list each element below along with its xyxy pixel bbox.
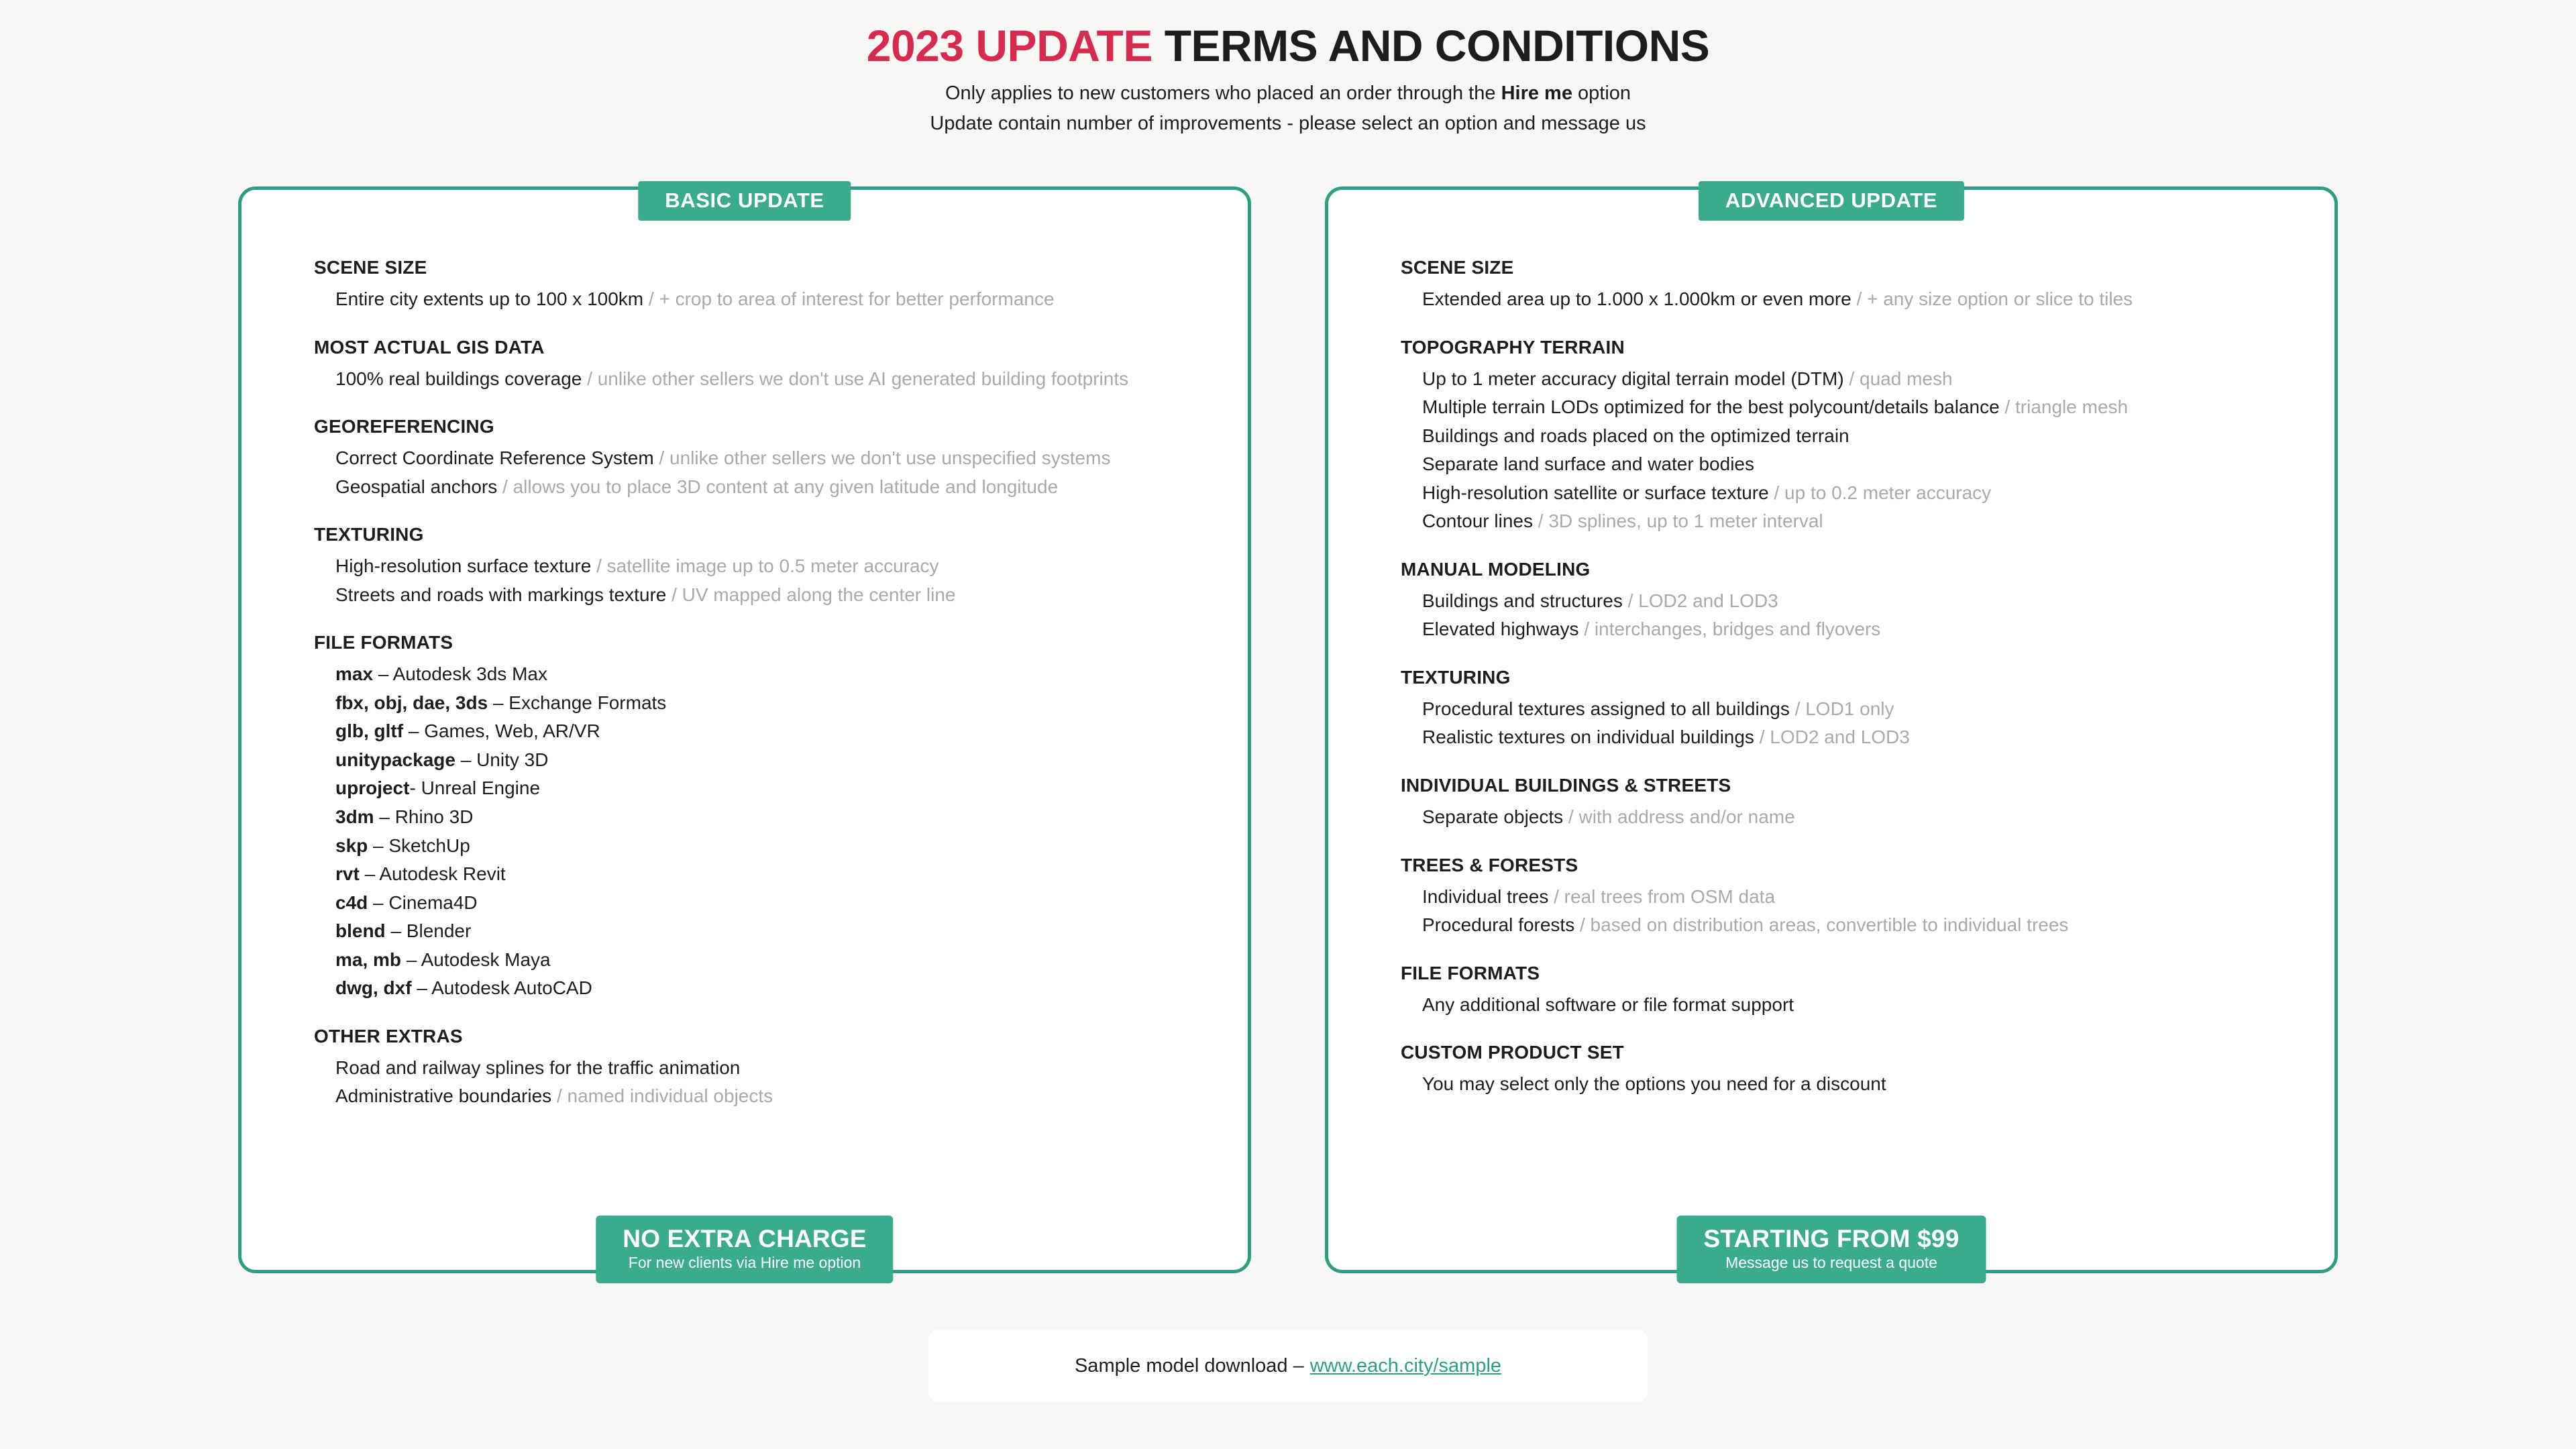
feature-note: / + crop to area of interest for better performance (643, 288, 1055, 309)
feature-note: / up to 0.2 meter accuracy (1768, 482, 1992, 503)
feature-text: Streets and roads with markings texture (335, 584, 667, 605)
feature-line (314, 974, 1221, 1003)
feature-line (314, 946, 1221, 975)
feature-line (314, 689, 1221, 718)
feature-text: 100% real buildings coverage (335, 368, 582, 389)
feature-group (1401, 337, 2308, 536)
feature-note: / named individual objects (551, 1085, 773, 1107)
feature-text: Multiple terrain LODs optimized for the best polycount/details balance (1422, 396, 2000, 418)
feature-bold: max (335, 663, 374, 685)
plan-card-advanced[interactable] (1325, 186, 2338, 1273)
feature-line (1401, 695, 2308, 724)
feature-note: / quad mesh (1843, 368, 1953, 389)
feature-text: Buildings and structures (1422, 590, 1623, 611)
feature-text: Extended area up to 1.000 x 1.000km or even more (1422, 288, 1851, 309)
feature-group (1401, 1042, 2308, 1099)
feature-group (1401, 855, 2308, 940)
feature-bold: blend (335, 920, 386, 942)
feature-line (1401, 365, 2308, 394)
feature-group-title: FILE FORMATS (1401, 962, 1540, 983)
plan-features-advanced (1401, 257, 2308, 1122)
feature-text: - Unreal Engine (409, 777, 541, 799)
feature-note: / UV mapped along the center line (666, 584, 956, 605)
plan-price-subtitle: Message us to request a quote (1725, 1254, 1937, 1272)
feature-text: – Exchange Formats (488, 692, 667, 713)
feature-line (1401, 587, 2308, 616)
feature-text: – Rhino 3D (374, 806, 474, 828)
feature-line (1401, 393, 2308, 422)
feature-group (314, 257, 1221, 314)
plan-features-basic (314, 257, 1221, 1134)
feature-group (314, 337, 1221, 394)
feature-line (1401, 450, 2308, 479)
plan-price-badge-basic[interactable] (596, 1216, 893, 1283)
feature-text: Administrative boundaries (335, 1085, 552, 1107)
feature-note: / triangle mesh (1999, 396, 2129, 418)
feature-line (314, 660, 1221, 689)
plan-card-basic[interactable] (238, 186, 1251, 1273)
feature-line (1401, 911, 2308, 940)
feature-group-title: TEXTURING (314, 524, 424, 545)
feature-bold: unitypackage (335, 749, 455, 770)
feature-group-title: INDIVIDUAL BUILDINGS & STREETS (1401, 775, 1731, 796)
feature-text: – Autodesk Revit (359, 863, 506, 885)
feature-line (314, 285, 1221, 314)
feature-text: Buildings and roads placed on the optimized terrain (1422, 425, 1849, 446)
feature-group (314, 416, 1221, 501)
feature-text: Correct Coordinate Reference System (335, 447, 654, 469)
feature-bold: glb, gltf (335, 720, 404, 742)
feature-line (1401, 615, 2308, 644)
feature-group-title: MANUAL MODELING (1401, 558, 1591, 580)
feature-line (1401, 479, 2308, 508)
plan-ribbon-basic: BASIC UPDATE (638, 181, 851, 221)
feature-text: Road and railway splines for the traffic animation (335, 1057, 741, 1078)
subtitle-line-1-bold: Hire me (1501, 83, 1572, 105)
feature-note: / with address and/or name (1563, 806, 1795, 828)
feature-line (314, 365, 1221, 394)
feature-note: / allows you to place 3D content at any given latitude and longitude (497, 476, 1059, 497)
feature-line (314, 473, 1221, 502)
plan-price-title: STARTING FROM $99 (1703, 1224, 1960, 1252)
page-subtitle (0, 78, 2576, 139)
sample-download-label: Sample model download – (1074, 1354, 1304, 1377)
feature-note: / LOD2 and LOD3 (1622, 590, 1778, 611)
plan-price-subtitle: For new clients via Hire me option (628, 1254, 861, 1272)
sample-download-bar (928, 1330, 1648, 1402)
feature-text: – Autodesk AutoCAD (411, 977, 592, 999)
feature-bold: fbx, obj, dae, 3ds (335, 692, 488, 713)
feature-line (314, 717, 1221, 746)
feature-bold: skp (335, 835, 368, 856)
feature-line (314, 444, 1221, 473)
page-title-rest: TERMS AND CONDITIONS (1152, 21, 1710, 70)
feature-text: – Autodesk 3ds Max (373, 663, 547, 685)
feature-note: / unlike other sellers we don't use unspecified systems (653, 447, 1111, 469)
feature-group-title: MOST ACTUAL GIS DATA (314, 336, 545, 358)
feature-line (314, 1054, 1221, 1083)
feature-text: – SketchUp (368, 835, 470, 856)
feature-line (314, 1082, 1221, 1111)
feature-note: / 3D splines, up to 1 meter interval (1532, 511, 1823, 532)
feature-group-title: SCENE SIZE (1401, 257, 1514, 278)
feature-note: / based on distribution areas, convertible to individual trees (1574, 914, 2069, 936)
sample-download-link[interactable]: www.each.city/sample (1309, 1354, 1502, 1377)
subtitle-line-1 (0, 78, 2576, 109)
feature-text: – Unity 3D (455, 749, 549, 770)
feature-text: Contour lines (1422, 511, 1533, 532)
feature-text: Entire city extents up to 100 x 100km (335, 288, 644, 309)
feature-text: Realistic textures on individual buildings (1422, 727, 1754, 748)
page-title-accent: 2023 UPDATE (866, 21, 1152, 70)
subtitle-line-2: Update contain number of improvements - please select an option and message us (930, 113, 1646, 135)
feature-note: / LOD2 and LOD3 (1754, 727, 1910, 748)
feature-line (314, 889, 1221, 918)
feature-line (1401, 1070, 2308, 1099)
feature-group-title: GEOREFERENCING (314, 416, 494, 437)
feature-bold: dwg, dxf (335, 977, 412, 999)
feature-text: Separate land surface and water bodies (1422, 453, 1754, 475)
feature-group-title: CUSTOM PRODUCT SET (1401, 1042, 1624, 1063)
plan-ribbon-advanced: ADVANCED UPDATE (1699, 181, 1964, 221)
feature-note: / interchanges, bridges and flyovers (1578, 619, 1881, 640)
feature-text: High-resolution satellite or surface texture (1422, 482, 1769, 503)
feature-text: Procedural textures assigned to all buildings (1422, 698, 1790, 719)
feature-group (1401, 963, 2308, 1020)
feature-bold: 3dm (335, 806, 374, 828)
feature-text: Elevated highways (1422, 619, 1579, 640)
feature-text: Individual trees (1422, 885, 1549, 907)
plans-container (0, 186, 2576, 1273)
feature-group (1401, 559, 2308, 644)
feature-text: – Cinema4D (368, 892, 478, 913)
feature-note: / satellite image up to 0.5 meter accuracy (591, 555, 939, 577)
feature-note: / + any size option or slice to tiles (1851, 288, 2133, 309)
feature-group-title: TOPOGRAPHY TERRAIN (1401, 336, 1625, 358)
feature-text: – Autodesk Maya (401, 949, 551, 970)
feature-line (314, 581, 1221, 610)
feature-text: – Blender (385, 920, 472, 942)
feature-line (1401, 991, 2308, 1020)
feature-line (314, 552, 1221, 581)
feature-group-title: TEXTURING (1401, 666, 1511, 688)
feature-bold: ma, mb (335, 949, 402, 970)
feature-line (1401, 803, 2308, 832)
feature-bold: c4d (335, 892, 368, 913)
feature-line (314, 917, 1221, 946)
feature-line (1401, 422, 2308, 451)
feature-group (314, 524, 1221, 609)
feature-group-title: SCENE SIZE (314, 257, 427, 278)
feature-text: Any additional software or file format support (1422, 994, 1794, 1015)
feature-line (1401, 723, 2308, 752)
feature-text: – Games, Web, AR/VR (403, 720, 600, 742)
feature-text: You may select only the options you need for a discount (1422, 1073, 1886, 1095)
feature-line (314, 774, 1221, 803)
feature-line (314, 860, 1221, 889)
plan-price-title: NO EXTRA CHARGE (623, 1224, 867, 1252)
plan-price-badge-advanced[interactable] (1677, 1216, 1986, 1283)
feature-text: High-resolution surface texture (335, 555, 592, 577)
feature-line (1401, 883, 2308, 912)
feature-group-title: FILE FORMATS (314, 632, 453, 653)
feature-text: Up to 1 meter accuracy digital terrain model (DTM) (1422, 368, 1844, 389)
feature-line (314, 803, 1221, 832)
feature-text: Geospatial anchors (335, 476, 498, 497)
feature-group-title: OTHER EXTRAS (314, 1025, 463, 1046)
feature-note: / real trees from OSM data (1548, 885, 1776, 907)
feature-bold: rvt (335, 863, 360, 885)
feature-line (314, 832, 1221, 861)
feature-line (1401, 285, 2308, 314)
page-header (0, 0, 2576, 139)
subtitle-line-1-post: option (1572, 83, 1631, 105)
page-title (0, 23, 2576, 69)
feature-group (1401, 257, 2308, 314)
feature-group-title: TREES & FORESTS (1401, 854, 1578, 875)
subtitle-line-1-pre: Only applies to new customers who placed an order through the (945, 83, 1501, 105)
feature-line (314, 746, 1221, 775)
feature-text: Separate objects (1422, 806, 1564, 828)
feature-group (314, 632, 1221, 1003)
feature-note: / unlike other sellers we don't use AI generated building footprints (582, 368, 1129, 389)
feature-note: / LOD1 only (1789, 698, 1894, 719)
feature-text: Procedural forests (1422, 914, 1575, 936)
feature-group (1401, 667, 2308, 752)
feature-group (314, 1026, 1221, 1111)
feature-line (1401, 507, 2308, 536)
feature-bold: uproject (335, 777, 410, 799)
feature-group (1401, 775, 2308, 832)
